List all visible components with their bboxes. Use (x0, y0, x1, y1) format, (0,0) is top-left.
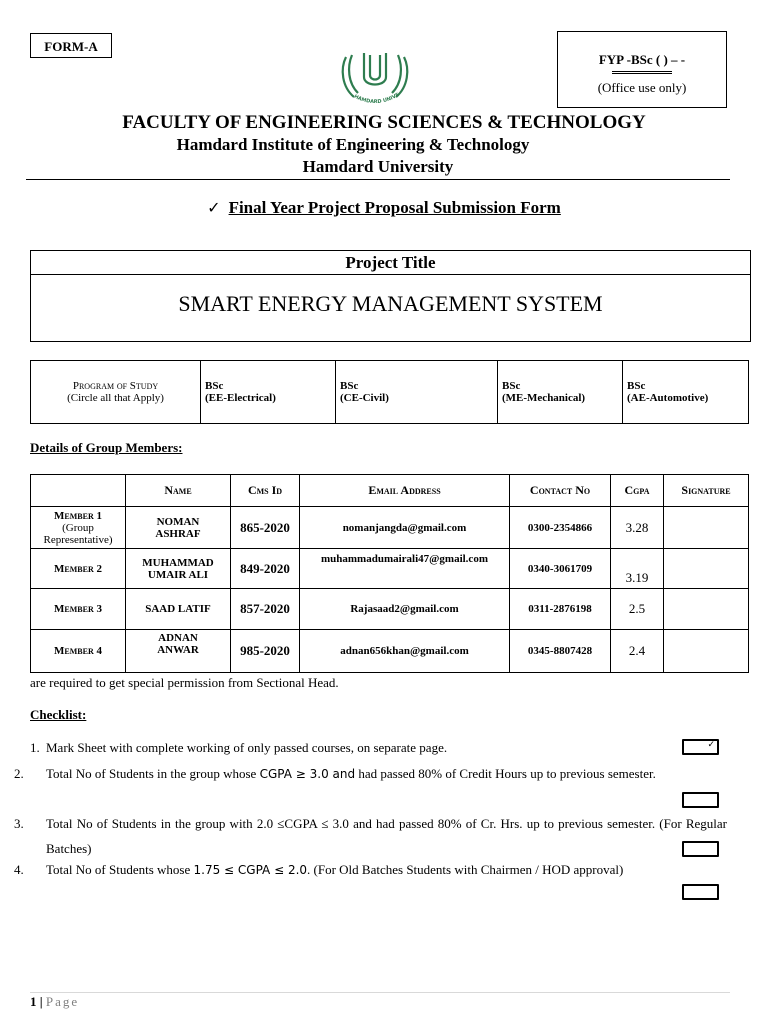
program-option-ee[interactable]: BSc (EE-Electrical) (201, 361, 336, 424)
table-row (31, 507, 749, 549)
project-title-box (30, 250, 751, 342)
cms-cell: 849-2020 (231, 549, 300, 589)
page-footer: 1 | Page (30, 994, 80, 1009)
signature-cell[interactable] (664, 549, 749, 589)
member-cell: Member 4 (31, 630, 126, 673)
signature-cell[interactable] (664, 630, 749, 673)
cgpa-cell: 3.19 (611, 549, 664, 589)
program-option-ae[interactable]: BSc (AE-Automotive) (623, 361, 749, 424)
table-row (31, 589, 749, 630)
cgpa-cell: 3.28 (611, 507, 664, 549)
email-cell: muhammadumairali47@gmail.com (300, 549, 510, 589)
faculty-heading: FACULTY OF ENGINEERING SCIENCES & TECHNOLOGY (122, 112, 646, 133)
email-cell: Rajasaad2@gmail.com (300, 589, 510, 630)
form-title-text: Final Year Project Proposal Submission Form (228, 198, 561, 217)
fyp-code: FYP -BSc ( ) – - (598, 52, 686, 67)
program-instruction: (Circle all that Apply) (67, 392, 164, 404)
cms-cell: 865-2020 (231, 507, 300, 549)
checklist-item-1: 1. Mark Sheet with complete working of only passed courses, on separate page. (30, 740, 448, 755)
checklist-item-3: 3. Total No of Students in the group with 2.0 ≤CGPA ≤ 3.0 and had passed 80% of Cr. Hrs. up to previous semester. (For Regular Batches) (14, 816, 727, 856)
header-email: Email Address (300, 475, 510, 507)
university-heading: Hamdard University (302, 157, 454, 176)
form-title (0, 198, 768, 218)
checklist-checkbox-4[interactable] (682, 884, 719, 900)
name-cell: ADNAN ANWAR (126, 630, 231, 673)
member-cell: Member 2 (31, 549, 126, 589)
project-title-value: SMART ENERGY MANAGEMENT SYSTEM (178, 291, 603, 316)
program-option-me[interactable]: BSc (ME-Mechanical) (498, 361, 623, 424)
checklist-checkbox-2[interactable] (682, 792, 719, 808)
members-header-row (31, 475, 749, 507)
contact-cell: 0300-2354866 (510, 507, 611, 549)
member-cell: Member 3 (31, 589, 126, 630)
checkmark-icon: ✓ (207, 198, 221, 217)
table-row (31, 549, 749, 589)
checklist-heading: Checklist: (30, 707, 87, 722)
header-contact: Contact No (510, 475, 611, 507)
header-blank (31, 475, 126, 507)
checklist-item-2: 2. Total No of Students in the group whose CGPA ≥ 3.0 and had passed 80% of Credit Hours up to previous semester. (14, 766, 656, 781)
program-of-study-table (30, 360, 749, 424)
contact-cell: 0345-8807428 (510, 630, 611, 673)
fyp-code-rule (612, 71, 672, 74)
header-cms: Cms Id (231, 475, 300, 507)
office-use-box (557, 31, 727, 108)
page-number: 1 (30, 994, 37, 1009)
cms-cell: 985-2020 (231, 630, 300, 673)
signature-cell[interactable] (664, 507, 749, 549)
header-signature: Signature (664, 475, 749, 507)
header-divider (26, 179, 730, 180)
signature-cell[interactable] (664, 589, 749, 630)
member-cell: Member 1 (Group Representative) (31, 507, 126, 549)
email-cell: adnan656khan@gmail.com (300, 630, 510, 673)
name-cell: NOMAN ASHRAF (126, 507, 231, 549)
cgpa-cell: 2.4 (611, 630, 664, 673)
checklist-checkbox-1[interactable] (682, 739, 719, 755)
logo-text: HAMDARD UNIVE (352, 91, 401, 106)
page-word: Page (45, 994, 80, 1009)
cgpa-cell: 2.5 (611, 589, 664, 630)
university-logo (338, 47, 412, 109)
checklist-item-4: 4. Total No of Students whose 1.75 ≤ CGPA ≤ 2.0. (For Old Batches Students with Chairmen / HOD approval) (14, 862, 624, 877)
office-use-note: (Office use only) (597, 80, 687, 95)
cms-cell: 857-2020 (231, 589, 300, 630)
permission-note: are required to get special permission from Sectional Head. (30, 675, 339, 690)
header-cgpa: Cgpa (611, 475, 664, 507)
tick-icon: ✓ (707, 740, 715, 750)
program-option-ce[interactable]: BSc (CE-Civil) (336, 361, 498, 424)
footer-divider (30, 992, 730, 993)
group-members-heading: Details of Group Members: (30, 440, 183, 455)
project-title-label: Project Title (31, 251, 750, 275)
contact-cell: 0340-3061709 (510, 549, 611, 589)
contact-cell: 0311-2876198 (510, 589, 611, 630)
name-cell: MUHAMMAD UMAIR ALI (126, 549, 231, 589)
institute-heading: Hamdard Institute of Engineering & Technology (176, 135, 530, 154)
program-label: Program of Study (72, 380, 159, 392)
name-cell: SAAD LATIF (126, 589, 231, 630)
form-label: FORM-A (30, 33, 112, 58)
members-table (30, 474, 749, 673)
program-label-cell (31, 361, 201, 424)
table-row (31, 630, 749, 673)
checklist-checkbox-3[interactable] (682, 841, 719, 857)
header-name: Name (126, 475, 231, 507)
email-cell: nomanjangda@gmail.com (300, 507, 510, 549)
